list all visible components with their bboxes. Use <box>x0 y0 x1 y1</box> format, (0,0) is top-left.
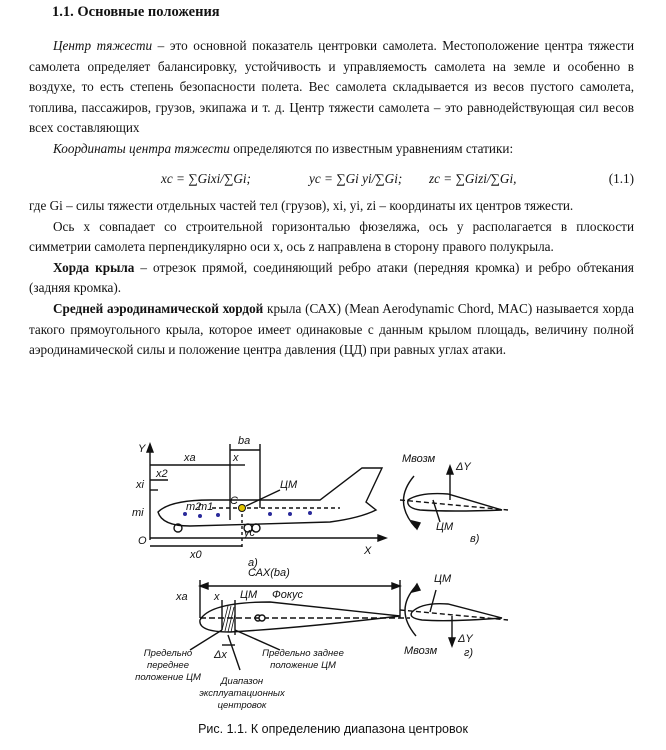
label-sub-d: г) <box>464 647 474 659</box>
label-mi: mi <box>132 507 144 519</box>
label-c: C <box>230 495 238 507</box>
mac-arrow-left <box>200 583 208 589</box>
term-mac: Средней аэродинамической хордой <box>53 300 264 316</box>
front-limit-leader <box>190 630 222 650</box>
label-origin: O <box>138 535 147 547</box>
cm-leader-a <box>246 490 280 506</box>
cg-range-hatch <box>222 606 235 632</box>
moment-arrowhead-d <box>412 584 420 592</box>
chord-line-b <box>400 500 508 510</box>
label-cm-b: ЦМ <box>436 521 454 533</box>
label-rear-limit: Предельно заднее положение ЦМ <box>262 648 344 671</box>
label-x: x <box>233 452 239 464</box>
label-front-limit: Предельно переднее положение ЦМ <box>135 648 201 683</box>
label-xa-c: xa <box>176 591 188 603</box>
mac-arrow-right <box>392 583 400 589</box>
label-m2: m2 <box>186 501 202 513</box>
equation-xc: xc = ∑Gixi/∑Gi; <box>161 171 251 186</box>
paragraph-text: – это основной показатель центровки самолета. Местоположение центра тяжести самолета определяет балансировку, устойчивость и управляемость самолета на земле и особенно в воздухе, то есть степень безопасности полета. Вес самолета складывается из весов пустого самолета, топлива, пассажиров, грузов, экипажа и т. д. Центр тяжести самолета – это равнодействующая сил весов всех составляющих <box>29 38 634 136</box>
figure-caption: Рис. 1.1. К определению диапазона центровок <box>198 722 468 736</box>
range-leader <box>228 635 240 670</box>
paragraph-wing-chord <box>29 258 634 299</box>
equation-yc: yc = ∑Gi yi/∑Gi; <box>309 171 403 186</box>
section-title: 1.1. Основные положения <box>52 4 220 20</box>
term-cg-coordinates: Координаты центра тяжести <box>53 140 230 156</box>
label-xi: xi <box>136 479 144 491</box>
label-x-axis: X <box>364 545 372 557</box>
paragraph-text: крыла (САХ) (Mean Aerodynamic Chord, MAC) называется хорда такого прямоугольного крыла, которое имеет одинаковые с данным крылом площадь, величину полной аэродинамической силы и положение центра давления (ЦД) при равных углах атаки. <box>29 300 634 358</box>
paragraph-axes: Ось x совпадает со строительной горизонталью фюзеляжа, ось y располагается в плоскости симметрии самолета перпендикулярно оси x, ось z направлена в сторону правого полукрыла. <box>29 218 634 255</box>
label-cm-a: ЦМ <box>280 479 298 491</box>
figure-1-1 <box>130 430 630 720</box>
cg-point-a <box>239 505 246 512</box>
label-dx: Δx <box>214 649 227 661</box>
text-block-bottom <box>29 196 634 361</box>
label-ba: ba <box>238 435 251 447</box>
focus-point <box>259 615 265 621</box>
paragraph-cg-coordinates <box>29 139 634 160</box>
moment-arc-b <box>403 476 416 528</box>
label-cg-range: Диапазон эксплуатационных центровок <box>199 676 285 711</box>
x-axis-arrow <box>378 535 386 541</box>
paragraph-mac <box>29 299 634 361</box>
rear-limit-leader <box>235 630 280 650</box>
label-mvozm-d: Mвозм <box>404 645 438 657</box>
equation-1-1 <box>29 171 634 193</box>
label-x0: x0 <box>190 549 202 561</box>
label-sub-b: в) <box>470 533 480 545</box>
fuselage-outline <box>158 468 382 526</box>
y-axis-arrow <box>147 444 153 452</box>
label-x2: x2 <box>156 468 168 480</box>
paragraph-text: определяются по известным уравнениям статики: <box>229 140 514 156</box>
cm-leader-d <box>430 590 436 612</box>
label-dy-b: ΔY <box>456 461 471 473</box>
label-dy-d: ΔY <box>458 633 473 645</box>
delta-y-arrowhead-b <box>447 466 453 474</box>
equation-number: (1.1) <box>608 171 634 186</box>
term-center-of-gravity: Центр тяжести <box>53 38 153 53</box>
text-block-top <box>29 36 634 160</box>
paragraph-text: – отрезок прямой, соединяющий ребро атаки (передняя кромка) и ребро обтекания (задняя кромка). <box>29 259 634 296</box>
term-wing-chord: Хорда крыла <box>53 259 135 275</box>
label-yc: yc <box>244 527 255 539</box>
label-cm-c: ЦМ <box>240 589 258 601</box>
label-m1: m1 <box>198 501 214 513</box>
airfoil-c <box>200 602 400 632</box>
label-sub-a: а) <box>248 557 258 569</box>
label-focus: Фокус <box>272 589 304 601</box>
label-cax: САХ(ba) <box>248 567 290 579</box>
label-cm-d: ЦМ <box>434 573 452 585</box>
delta-y-arrowhead-d <box>449 638 455 646</box>
label-y: Y <box>138 443 146 455</box>
label-x-c: x <box>214 591 220 603</box>
paragraph-center-of-gravity <box>29 36 634 139</box>
label-mvozm-b: Mвозм <box>402 453 436 465</box>
equation-zc: zc = ∑Gizi/∑Gi, <box>429 171 517 186</box>
paragraph-definitions: где Gi – силы тяжести отдельных частей тел (грузов), xi, yi, zi – координаты их центров тяжести. <box>29 198 574 213</box>
label-xa: xa <box>184 452 196 464</box>
